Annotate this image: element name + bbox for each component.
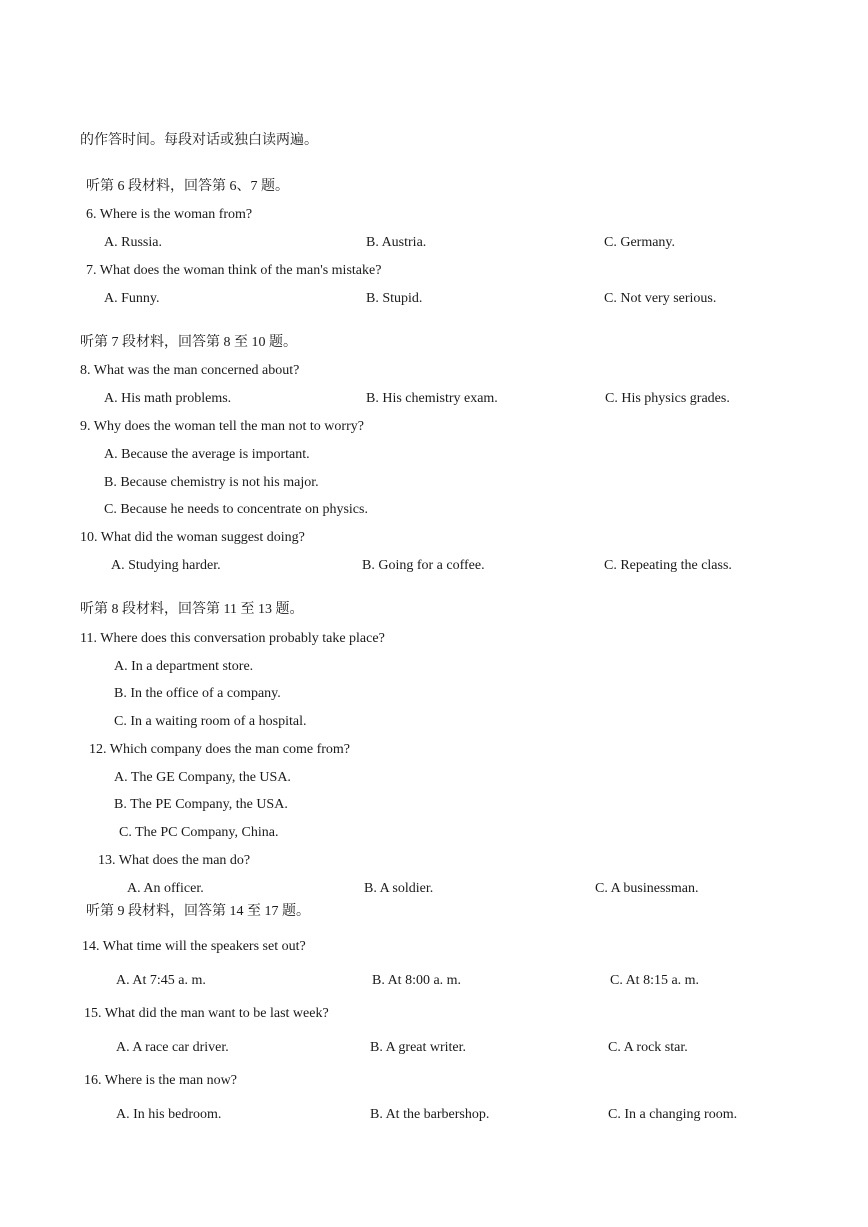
option-c: C. Because he needs to concentrate on physics.	[104, 502, 368, 517]
question-text: 13. What does the man do?	[98, 853, 251, 868]
option-c: C. At 8:15 a. m.	[610, 973, 700, 988]
option-c: C. A rock star.	[608, 1040, 688, 1055]
question-text: 15. What did the man want to be last week?	[84, 1006, 329, 1021]
question-text: 6. Where is the woman from?	[86, 207, 253, 222]
question-text: 16. Where is the man now?	[84, 1073, 237, 1088]
section-heading: 听第 8 段材料，回答第 11 至 13 题。	[80, 602, 304, 617]
option-b: B. His chemistry exam.	[366, 391, 498, 406]
section-heading: 听第 6 段材料，回答第 6、7 题。	[86, 179, 289, 194]
section-heading: 听第 7 段材料，回答第 8 至 10 题。	[80, 335, 297, 350]
option-a: A. At 7:45 a. m.	[116, 973, 206, 988]
option-b: B. In the office of a company.	[114, 686, 281, 701]
question-text: 8. What was the man concerned about?	[80, 363, 300, 378]
option-a: A. In his bedroom.	[116, 1107, 222, 1122]
option-a: A. Because the average is important.	[104, 447, 310, 462]
option-a: A. Funny.	[104, 291, 160, 306]
option-b: B. The PE Company, the USA.	[114, 797, 288, 812]
option-c: C. In a changing room.	[608, 1107, 738, 1122]
option-a: A. The GE Company, the USA.	[114, 770, 291, 785]
question-text: 7. What does the woman think of the man's mistake?	[86, 263, 382, 278]
option-b: B. At the barbershop.	[370, 1107, 490, 1122]
question-text: 11. Where does this conversation probably take place?	[80, 631, 385, 646]
option-c: C. Repeating the class.	[604, 558, 732, 573]
question-text: 9. Why does the woman tell the man not to worry?	[80, 419, 364, 434]
intro-text: 的作答时间。每段对话或独白读两遍。	[80, 133, 318, 148]
option-a: A. His math problems.	[104, 391, 232, 406]
option-b: B. Because chemistry is not his major.	[104, 475, 319, 490]
question-text: 10. What did the woman suggest doing?	[80, 530, 305, 545]
option-c: C. His physics grades.	[605, 391, 730, 406]
option-a: A. Russia.	[104, 235, 162, 250]
question-text: 12. Which company does the man come from?	[89, 742, 350, 757]
option-a: A. A race car driver.	[116, 1040, 229, 1055]
option-c: C. The PC Company, China.	[119, 825, 279, 840]
option-b: B. Stupid.	[366, 291, 423, 306]
option-b: B. Going for a coffee.	[362, 558, 485, 573]
option-a: A. In a department store.	[114, 659, 254, 674]
option-b: B. A soldier.	[364, 881, 434, 896]
option-b: B. Austria.	[366, 235, 427, 250]
option-c: C. In a waiting room of a hospital.	[114, 714, 307, 729]
option-c: C. Not very serious.	[604, 291, 717, 306]
section-heading: 听第 9 段材料，回答第 14 至 17 题。	[86, 904, 310, 919]
option-b: B. A great writer.	[370, 1040, 467, 1055]
option-c: C. Germany.	[604, 235, 676, 250]
option-b: B. At 8:00 a. m.	[372, 973, 462, 988]
option-a: A. Studying harder.	[111, 558, 221, 573]
option-a: A. An officer.	[127, 881, 204, 896]
option-c: C. A businessman.	[595, 881, 699, 896]
question-text: 14. What time will the speakers set out?	[82, 939, 306, 954]
